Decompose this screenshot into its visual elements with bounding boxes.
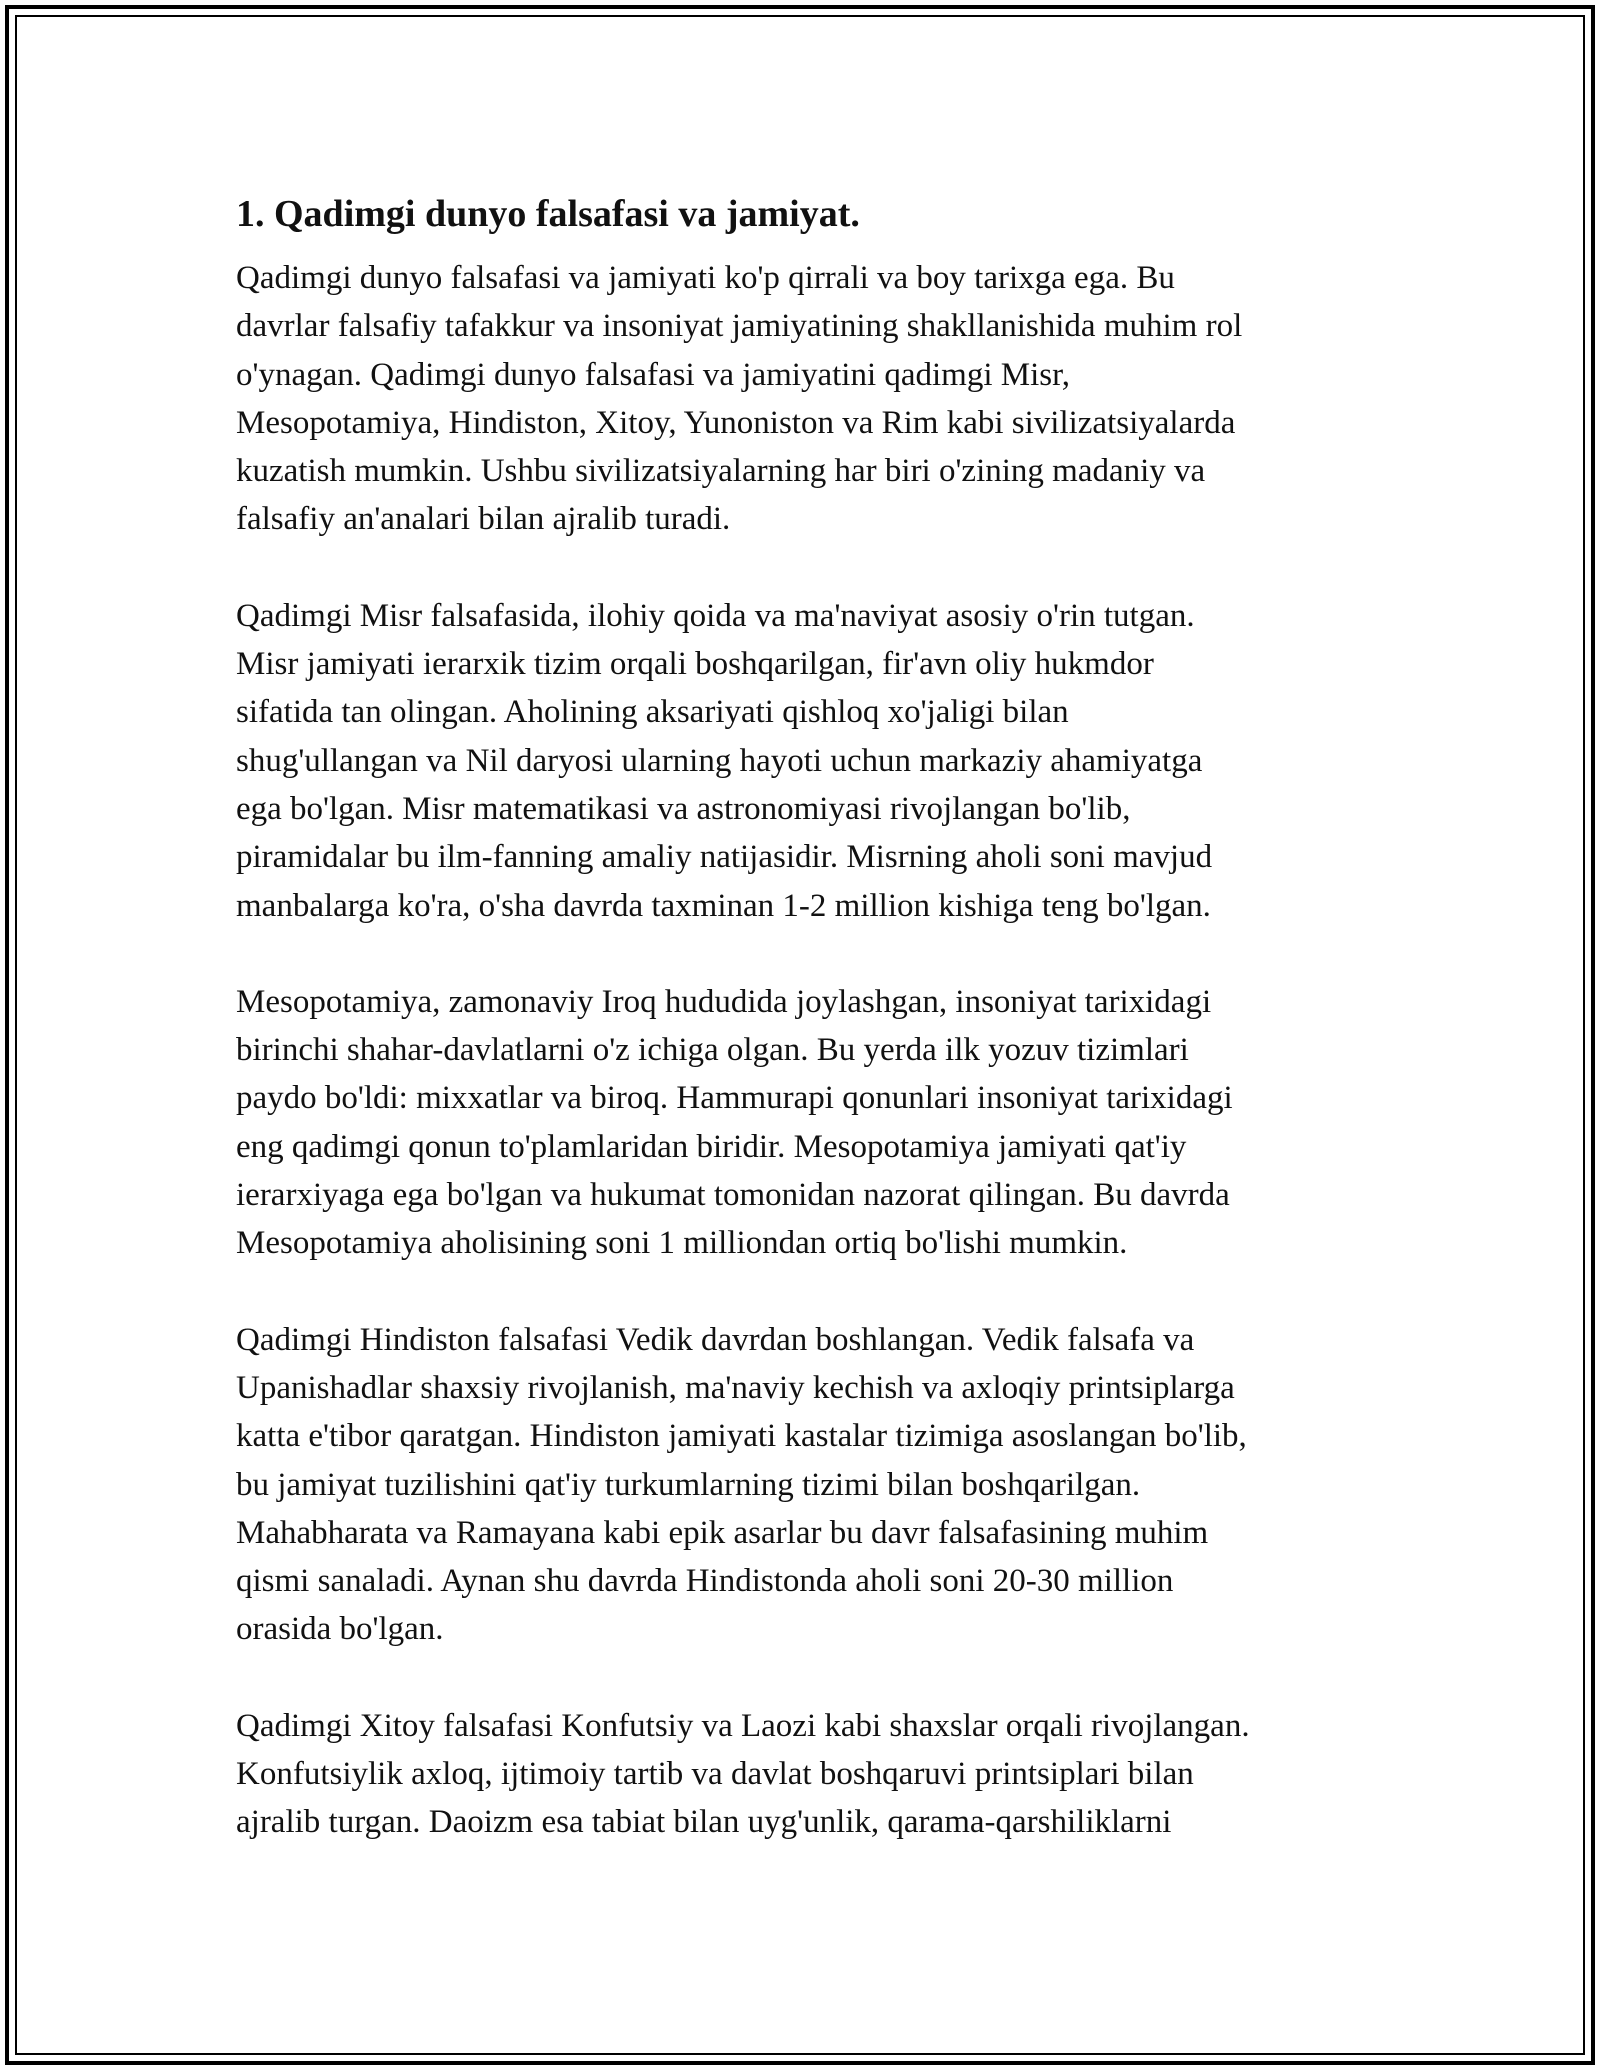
- text-line: Mesopotamiya, zamonaviy Iroq hududida joylashgan, insoniyat tarixidagi: [236, 983, 1212, 1020]
- text-line: qismi sanaladi. Aynan shu davrda Hindistonda aholi soni 20-30 million: [236, 1563, 1174, 1600]
- text-line: Upanishadlar shaxsiy rivojlanish, ma'naviy kechish va axloqiy printsiplarga: [236, 1369, 1235, 1406]
- text-line: ajralib turgan. Daoizm esa tabiat bilan uyg'unlik, qarama-qarshiliklarni: [236, 1804, 1172, 1841]
- text-line: Konfutsiylik axloq, ijtimoiy tartib va davlat boshqaruvi printsiplari bilan: [236, 1756, 1194, 1793]
- text-line: manbalarga ko'ra, o'sha davrda taxminan 1-2 million kishiga teng bo'lgan.: [236, 887, 1211, 924]
- text-line: shug'ullangan va Nil daryosi ularning hayoti uchun markaziy ahamiyatga: [236, 742, 1203, 779]
- text-line: Mesopotamiya aholisining soni 1 milliondan ortiq bo'lishi mumkin.: [236, 1225, 1128, 1262]
- text-line: bu jamiyat tuzilishini qat'iy turkumlarning tizimi bilan boshqarilgan.: [236, 1466, 1141, 1503]
- paragraph-1: [236, 254, 1426, 544]
- text-line: kuzatish mumkin. Ushbu sivilizatsiyalarning har biri o'zining madaniy va: [236, 453, 1206, 490]
- text-line: falsafiy an'analari bilan ajralib turadi.: [236, 501, 731, 538]
- paragraph-5: [236, 1702, 1426, 1847]
- paragraph-3: [236, 978, 1426, 1268]
- text-line: katta e'tibor qaratgan. Hindiston jamiyati kastalar tizimiga asoslangan bo'lib,: [236, 1418, 1247, 1455]
- text-line: Qadimgi Misr falsafasida, ilohiy qoida va ma'naviyat asosiy o'rin tutgan.: [236, 597, 1195, 634]
- text-line: eng qadimgi qonun to'plamlaridan biridir. Mesopotamiya jamiyati qat'iy: [236, 1128, 1187, 1165]
- text-line: Mahabharata va Ramayana kabi epik asarlar bu davr falsafasining muhim: [236, 1514, 1209, 1551]
- text-line: sifatida tan olingan. Aholining aksariyati qishloq xo'jaligi bilan: [236, 694, 1069, 731]
- text-line: Qadimgi Hindiston falsafasi Vedik davrdan boshlangan. Vedik falsafa va: [236, 1321, 1195, 1358]
- text-line: Qadimgi Xitoy falsafasi Konfutsiy va Laozi kabi shaxslar orqali rivojlangan.: [236, 1707, 1250, 1744]
- document-body: [236, 186, 1426, 1895]
- paragraph-container: [236, 254, 1426, 1847]
- text-line: piramidalar bu ilm-fanning amaliy natijasidir. Misrning aholi soni mavjud: [236, 839, 1213, 876]
- paragraph-4: [236, 1316, 1426, 1654]
- text-line: ega bo'lgan. Misr matematikasi va astronomiyasi rivojlangan bo'lib,: [236, 790, 1131, 827]
- text-line: Misr jamiyati ierarxik tizim orqali boshqarilgan, fir'avn oliy hukmdor: [236, 646, 1154, 683]
- text-line: davrlar falsafiy tafakkur va insoniyat jamiyatining shakllanishida muhim rol: [236, 308, 1243, 345]
- text-line: orasida bo'lgan.: [236, 1611, 444, 1648]
- text-line: o'ynagan. Qadimgi dunyo falsafasi va jamiyatini qadimgi Misr,: [236, 356, 1071, 393]
- text-line: birinchi shahar-davlatlarni o'z ichiga olgan. Bu yerda ilk yozuv tizimlari: [236, 1032, 1189, 1069]
- text-line: Mesopotamiya, Hindiston, Xitoy, Yunoniston va Rim kabi sivilizatsiyalarda: [236, 404, 1236, 441]
- paragraph-2: [236, 592, 1426, 930]
- text-line: Qadimgi dunyo falsafasi va jamiyati ko'p qirrali va boy tarixga ega. Bu: [236, 260, 1175, 296]
- text-line: paydo bo'ldi: mixxatlar va biroq. Hammurapi qonunlari insoniyat tarixidagi: [236, 1080, 1233, 1117]
- section-heading: 1. Qadimgi dunyo falsafasi va jamiyat.: [236, 193, 860, 235]
- text-line: ierarxiyaga ega bo'lgan va hukumat tomonidan nazorat qilingan. Bu davrda: [236, 1177, 1230, 1214]
